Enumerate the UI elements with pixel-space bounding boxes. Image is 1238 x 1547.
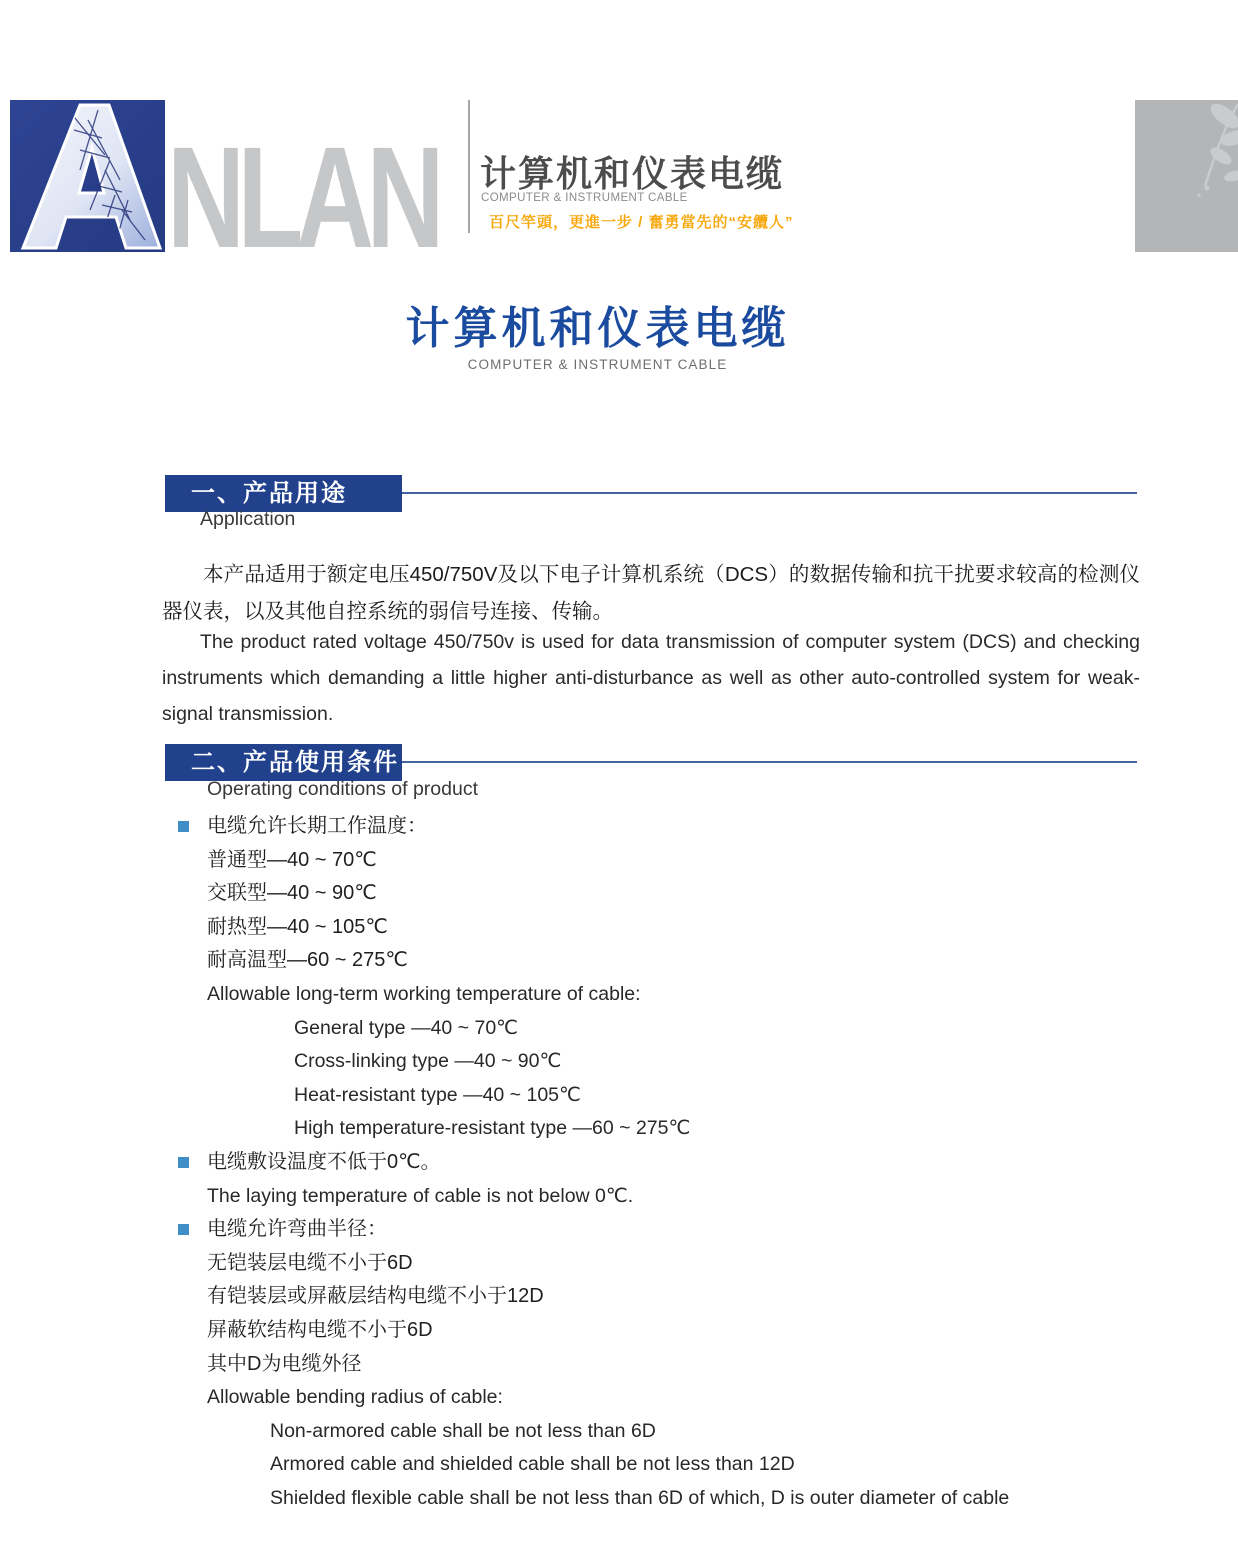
list-line-text: 电缆允许长期工作温度： (207, 815, 427, 837)
page-subtitle: COMPUTER & INSTRUMENT CABLE (467, 357, 728, 372)
list-line-text: The laying temperature of cable is not below 0℃. (207, 1184, 634, 1207)
list-line (162, 978, 1142, 1012)
list-line-text: Shielded flexible cable shall be not less than 6D of which, D is outer diameter of cable (270, 1486, 1010, 1509)
logo-wordmark-text: NLAN (167, 117, 437, 279)
list-line-text: 无铠装层电缆不小于6D (207, 1251, 413, 1274)
bullet-square-icon (178, 821, 189, 832)
application-paragraph-en: The product rated voltage 450/750v is used for data transmission of computer system (DCS) and checking instruments which demanding a little higher anti-disturbance as well as other auto-controlled system for weak-signal transmission. (162, 631, 1140, 725)
list-line (162, 1213, 1142, 1247)
list-line (162, 911, 1142, 945)
list-line (162, 1045, 1142, 1079)
list-line (162, 844, 1142, 878)
section-1-heading-en: Application (200, 508, 296, 530)
list-line-text: 普通型—40 ~ 70℃ (207, 848, 377, 871)
header-product-line-subtitle: COMPUTER & INSTRUMENT CABLE (481, 192, 688, 204)
bullet-square-icon (178, 1157, 189, 1168)
list-line (162, 1180, 1142, 1214)
list-line-text: 耐热型—40 ~ 105℃ (207, 915, 388, 938)
bullet-square-icon (178, 1224, 189, 1235)
list-line-text: 屏蔽软结构电缆不小于6D (207, 1318, 433, 1341)
list-line (162, 810, 1142, 844)
list-line-text: Cross-linking type —40 ~ 90℃ (294, 1050, 562, 1073)
list-line (162, 1415, 1142, 1449)
leaf-decoration-image (1135, 100, 1238, 252)
list-line (162, 1012, 1142, 1046)
section-2-rule (402, 761, 1137, 763)
list-line-text: 交联型—40 ~ 90℃ (207, 882, 377, 905)
list-line (162, 1314, 1142, 1348)
list-line (162, 1112, 1142, 1146)
list-line (162, 1146, 1142, 1180)
list-line-text: Non-armored cable shall be not less than 6D (270, 1419, 656, 1442)
logo-wordmark (167, 100, 487, 279)
list-line (162, 1079, 1142, 1113)
list-line (162, 944, 1142, 978)
list-line-text: Armored cable and shielded cable shall be not less than 12D (270, 1453, 795, 1476)
anlan-logo (10, 100, 165, 252)
section-1-heading: 一、产品用途 (165, 475, 402, 512)
list-line (162, 1448, 1142, 1482)
section-2-heading-en: Operating conditions of product (207, 778, 479, 800)
list-line (162, 1348, 1142, 1382)
leaf-icon (1135, 100, 1238, 252)
page-title: 计算机和仪表电缆 (405, 304, 790, 353)
list-line-text: 电缆允许弯曲半径： (207, 1218, 387, 1241)
section-1-rule (402, 492, 1137, 494)
list-line-text: 电缆敷设温度不低于0℃。 (207, 1150, 441, 1173)
header-divider (468, 100, 470, 233)
list-line (162, 1381, 1142, 1415)
list-line (162, 1247, 1142, 1281)
application-paragraph-zh: 本产品适用于额定电压450/750V及以下电子计算机系统（DCS）的数据传输和抗干扰要求较高的检测仪器仪表，以及其他自控系统的弱信号连接、传输。 (162, 563, 1140, 623)
list-line-text: 其中D为电缆外径 (207, 1352, 362, 1375)
list-line (162, 1280, 1142, 1314)
list-line-text: General type —40 ~ 70℃ (294, 1016, 519, 1039)
list-line-text: High temperature-resistant type —60 ~ 275℃ (294, 1117, 691, 1140)
list-line (162, 877, 1142, 911)
operating-conditions-list (162, 810, 1142, 1515)
list-line-text: Allowable long-term working temperature of cable: (207, 982, 641, 1005)
section-2-heading: 二、产品使用条件 (165, 744, 402, 781)
list-line (162, 1482, 1142, 1516)
list-line-text: 有铠装层或屏蔽层结构电缆不小于12D (207, 1285, 544, 1308)
list-line-text: 耐高温型—60 ~ 275℃ (207, 949, 408, 972)
header-tagline: 百尺竿頭，更進一步 / 奮勇當先的“安纜人” (489, 214, 794, 231)
header-product-line-title: 计算机和仪表电缆 (480, 153, 785, 194)
logo-letter-a-graphic (10, 100, 165, 252)
list-line-text: Allowable bending radius of cable: (207, 1386, 503, 1409)
list-line-text: Heat-resistant type —40 ~ 105℃ (294, 1083, 581, 1106)
